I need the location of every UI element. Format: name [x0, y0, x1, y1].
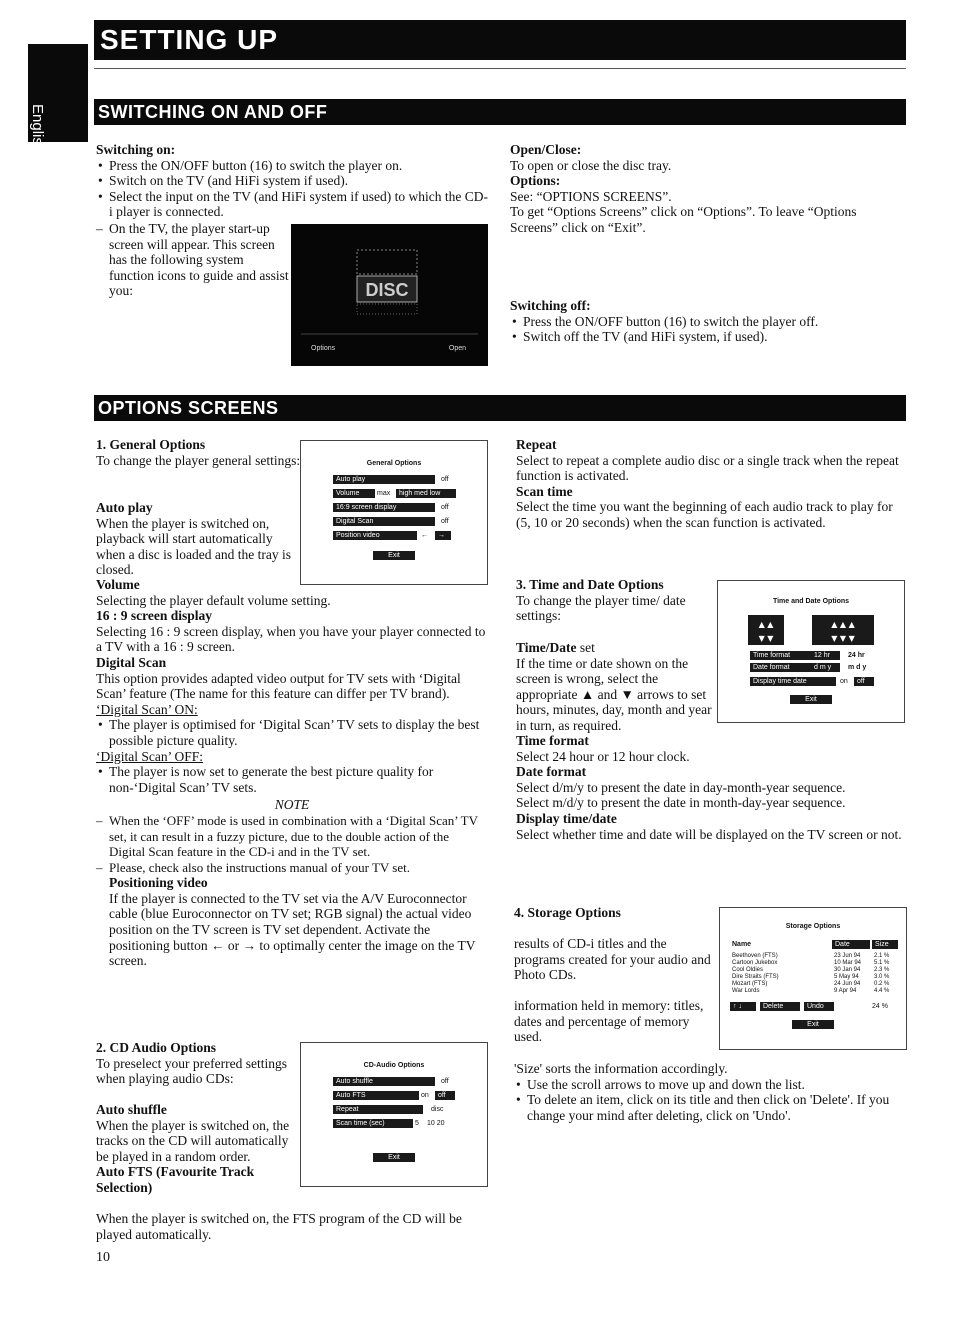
list-item: – Please, check also the instructions manual of your TV set.	[96, 860, 488, 876]
volume-text: Selecting the player default volume setting.	[96, 592, 331, 608]
time-options-intro	[516, 577, 716, 624]
fts-heading: Auto FTS (Favourite Track Selection)	[96, 1164, 255, 1195]
row-alt: 10 20	[427, 1120, 445, 1127]
digital-on-label: ‘Digital Scan’ ON:	[96, 701, 198, 717]
table-cell: 2.1 %	[874, 953, 890, 959]
row-alt: off	[441, 1078, 449, 1085]
digital-off-label: ‘Digital Scan’ OFF:	[96, 748, 203, 764]
table-cell: 24 Jun 94	[834, 981, 861, 987]
list-item: • Press the ON/OFF button (16) to switch the player on.	[96, 158, 488, 174]
switching-on-block	[96, 142, 488, 220]
dateformat-text: Select m/d/y to present the date in month-day-year sequence.	[516, 795, 846, 811]
digital-text: This option provides adapted video output for TV sets with ‘Digital Scan’ feature (The name for this feature can differ per TV brand).	[96, 670, 461, 702]
language-tab	[28, 44, 88, 154]
row-alt: off	[435, 1091, 455, 1100]
list-item: • The player is optimised for ‘Digital Scan’ TV sets to display the best possible picture quality.	[96, 717, 488, 748]
open-close-block	[510, 142, 905, 236]
row-label: Scan time (sec)	[333, 1119, 413, 1128]
cd-heading: 2. CD Audio Options	[96, 1040, 217, 1055]
section-title-switching: SWITCHING ON AND OFF	[94, 99, 906, 125]
table-row[interactable]: Cartoon Jukebox	[732, 960, 778, 966]
column-header: Name	[732, 941, 752, 948]
screen169-heading: 16 : 9 screen display	[96, 608, 213, 624]
table-cell: 9 Apr 94	[834, 988, 857, 994]
table-cell: 30 Jan 94	[834, 967, 861, 973]
storage-text-1	[514, 936, 714, 983]
exit-button[interactable]: Exit	[373, 551, 415, 560]
row-label: Auto FTS	[333, 1091, 419, 1100]
shuffle-heading: Auto shuffle	[96, 1102, 167, 1117]
storage-heading-block	[514, 905, 714, 921]
cd-options-intro	[96, 1040, 301, 1087]
list-item: • Switch on the TV (and HiFi system if used).	[96, 173, 488, 189]
column-header[interactable]: Date	[832, 940, 870, 949]
general-options-screen	[300, 440, 488, 585]
options-heading: Options:	[510, 173, 561, 189]
fts-text: When the player is switched on, the FTS program of the CD will be played automatically.	[96, 1211, 462, 1242]
timedate-text: If the time or date shown on the screen is wrong, select the appropriate ▲ and ▼ arrows to set hours, minutes, day, month and year in turn, as required.	[516, 655, 712, 733]
repeat-scan-block	[516, 437, 904, 531]
dateformat-text: Select d/m/y to present the date in day-month-year sequence.	[516, 779, 846, 795]
repeat-heading: Repeat	[516, 437, 557, 452]
svg-text:▲ ▲ ▲: ▲ ▲ ▲	[831, 620, 855, 629]
repeat-text: Select to repeat a complete audio disc or a single track when the repeat function is activated.	[516, 452, 899, 484]
time-arrows-icon	[748, 615, 878, 647]
table-cell: 0.2 %	[874, 981, 890, 987]
positioning-heading: Positioning video	[109, 875, 208, 891]
table-cell: 23 Jun 94	[834, 953, 861, 959]
storage-text-2	[514, 998, 714, 1045]
row-alt: off	[441, 476, 449, 483]
table-cell: 10 Mar 94	[834, 960, 862, 966]
row-alt: off	[854, 677, 874, 686]
autoplay-heading: Auto play	[96, 500, 153, 515]
storage-options-screen	[719, 907, 907, 1050]
dateformat-heading: Date format	[516, 764, 587, 780]
section-title-options: OPTIONS SCREENS	[94, 395, 906, 421]
row-label: Repeat	[333, 1105, 423, 1114]
general-options-intro	[96, 437, 301, 468]
scroll-arrows-icon[interactable]: ↑ ↓	[730, 1002, 756, 1011]
switching-off-heading: Switching off:	[510, 298, 591, 313]
time-heading: 3. Time and Date Options	[516, 577, 664, 592]
list-item: • To delete an item, click on its title and then click on 'Delete'. If you change your mind after deleting, click on 'Undo'.	[514, 1092, 906, 1123]
row-value: on	[840, 678, 848, 685]
time-format-block	[516, 733, 904, 842]
row-label: Auto shuffle	[333, 1077, 435, 1086]
timedate-suffix: set	[576, 640, 595, 655]
row-alt: off	[441, 504, 449, 511]
row-label: Auto play	[333, 475, 435, 484]
time-date-options-screen	[717, 580, 905, 723]
exit-button[interactable]: Exit	[790, 695, 832, 704]
open-heading: Open/Close:	[510, 142, 582, 157]
timedate-heading: Time/Date	[516, 640, 577, 655]
storage-details	[514, 1061, 906, 1123]
row-label: Digital Scan	[333, 517, 435, 526]
list-item: • The player is now set to generate the best picture quality for non-‘Digital Scan’ TV sets.	[96, 764, 488, 795]
list-item: • Use the scroll arrows to move up and down the list.	[514, 1077, 906, 1093]
options-text: To get “Options Screens” click on “Options”. To leave “Options Screens” click on “Exit”.	[510, 204, 857, 235]
startup-screen-image	[291, 224, 488, 366]
row-alt: max	[377, 490, 391, 497]
row-label: Display time date	[750, 677, 836, 686]
divider	[94, 68, 906, 69]
autoplay-block	[96, 500, 296, 578]
display-heading: Display time/date	[516, 810, 617, 826]
general-heading: 1. General Options	[96, 437, 206, 452]
row-label: 16:9 screen display	[333, 503, 435, 512]
row-label: Date format	[750, 663, 840, 672]
storage-text: information held in memory: titles, dates and percentage of memory used.	[514, 998, 704, 1045]
row-value: →	[435, 531, 451, 540]
table-row[interactable]: Dire Straits (FTS)	[732, 974, 779, 980]
page-title: SETTING UP	[94, 20, 906, 60]
switching-on-heading: Switching on:	[96, 142, 176, 157]
row-value: 5	[415, 1120, 419, 1127]
exit-button[interactable]: Exit	[373, 1153, 415, 1162]
storage-sizes	[874, 953, 889, 995]
row-alt: ←	[421, 532, 428, 539]
row-alt: disc	[431, 1106, 444, 1113]
switching-on-dash	[96, 221, 291, 299]
screen-title: General Options	[366, 460, 422, 467]
table-cell: 5.1 %	[874, 960, 890, 966]
row-value: 12 hr	[814, 652, 830, 659]
digital-heading: Digital Scan	[96, 654, 167, 670]
screen169-text: Selecting 16 : 9 screen display, when you have your player connected to a TV with a 16 : 9 screen.	[96, 623, 486, 655]
storage-text: results of CD-i titles and the programs created for your audio and Photo CDs.	[514, 936, 711, 983]
storage-text: 'Size' sorts the information accordingly.	[514, 1061, 728, 1076]
table-row[interactable]: War Lords	[732, 988, 760, 994]
list-item: • Press the ON/OFF button (16) to switch the player off.	[510, 314, 905, 330]
svg-text:▼ ▼: ▼ ▼	[758, 634, 774, 643]
storage-heading: 4. Storage Options	[514, 905, 621, 920]
display-text: Select whether time and date will be displayed on the TV screen or not.	[516, 826, 902, 842]
note-heading: NOTE	[274, 797, 310, 813]
undo-button[interactable]: Undo	[804, 1002, 834, 1011]
storage-total: 24 %	[872, 1003, 888, 1010]
scan-text: Select the time you want the beginning of each audio track to play for (5, 10 or 20 seconds) when the scan function is activated.	[516, 499, 893, 530]
row-alt: 24 hr	[848, 652, 865, 659]
switching-on-list	[96, 158, 488, 220]
general-text: To change the player general settings:	[96, 452, 301, 468]
options-label[interactable]: Options	[311, 345, 336, 352]
row-alt: m d y	[848, 664, 867, 671]
timeformat-text: Select 24 hour or 12 hour clock.	[516, 748, 690, 764]
delete-button[interactable]: Delete	[760, 1002, 800, 1011]
positioning-text: If the player is connected to the TV set via the A/V Euroconnector cable (blue Euroconnector on TV set; RGB signal) the actual video position on the TV screen is TV set dependent. Activate the positioning button ← or → to optimally center the image on the TV screen.	[109, 890, 476, 969]
row-alt: off	[441, 518, 449, 525]
open-text: To open or close the disc tray.	[510, 157, 672, 173]
storage-names	[732, 953, 779, 995]
screen-title: CD-Audio Options	[363, 1062, 425, 1069]
shuffle-block	[96, 1102, 296, 1196]
volume-heading: Volume	[96, 577, 140, 592]
options-text: See: “OPTIONS SCREENS”.	[510, 188, 672, 204]
row-label: Volume	[333, 489, 375, 498]
svg-text:DISC: DISC	[365, 280, 409, 300]
table-cell: 3.0 %	[874, 974, 890, 980]
table-cell: 4.4 %	[874, 988, 890, 994]
list-item: – On the TV, the player start-up screen will appear. This screen has the following system function icons to guide and assist you:	[96, 221, 291, 299]
scan-heading: Scan time	[516, 483, 573, 499]
language-tab-label: English	[29, 104, 46, 154]
table-row[interactable]: Beethoven (FTS)	[732, 953, 778, 959]
row-value: d m y	[814, 664, 832, 671]
list-item: • Switch off the TV (and HiFi system, if used).	[510, 329, 905, 345]
list-item: – When the ‘OFF’ mode is used in combination with a ‘Digital Scan’ TV set, it can result in a fuzzy picture, due to the double action of the Digital Scan feature in the CD-i and in the TV set.	[96, 813, 488, 860]
svg-text:▼ ▼ ▼: ▼ ▼ ▼	[831, 634, 855, 643]
table-cell: 2.3 %	[874, 967, 890, 973]
svg-text:▲ ▲: ▲ ▲	[758, 620, 774, 629]
table-row[interactable]: Mozart (FTS)	[732, 981, 768, 987]
storage-dates	[834, 953, 861, 995]
switching-off-block	[510, 298, 905, 345]
row-label: Position video	[333, 531, 417, 540]
row-value: high med low	[396, 489, 456, 498]
shuffle-text: When the player is switched on, the tracks on the CD will automatically be played in a random order.	[96, 1117, 290, 1164]
timeformat-heading: Time format	[516, 733, 589, 748]
general-options-details	[96, 577, 488, 969]
time-text: To change the player time/ date settings:	[516, 592, 686, 624]
row-label: Time format	[750, 651, 840, 660]
list-item: • Select the input on the TV (and HiFi system if used) to which the CD-i player is connected.	[96, 189, 488, 220]
page-number: 10	[96, 1250, 110, 1265]
fts-text-block	[96, 1211, 488, 1242]
row-value: on	[421, 1092, 429, 1099]
timedate-block	[516, 640, 716, 734]
table-cell: 5 May 94	[834, 974, 859, 980]
exit-button[interactable]: Exit	[792, 1020, 834, 1029]
column-header[interactable]: Size	[872, 940, 898, 949]
cd-text: To preselect your preferred settings when playing audio CDs:	[96, 1055, 287, 1087]
cd-audio-options-screen	[300, 1042, 488, 1187]
table-row[interactable]: Cool Oldies	[732, 967, 764, 973]
autoplay-text: When the player is switched on, playback will start automatically when a disc is loaded and the tray is closed.	[96, 515, 291, 578]
screen-title: Time and Date Options	[772, 598, 850, 605]
open-label[interactable]: Open	[448, 345, 466, 352]
screen-title: Storage Options	[785, 923, 841, 930]
